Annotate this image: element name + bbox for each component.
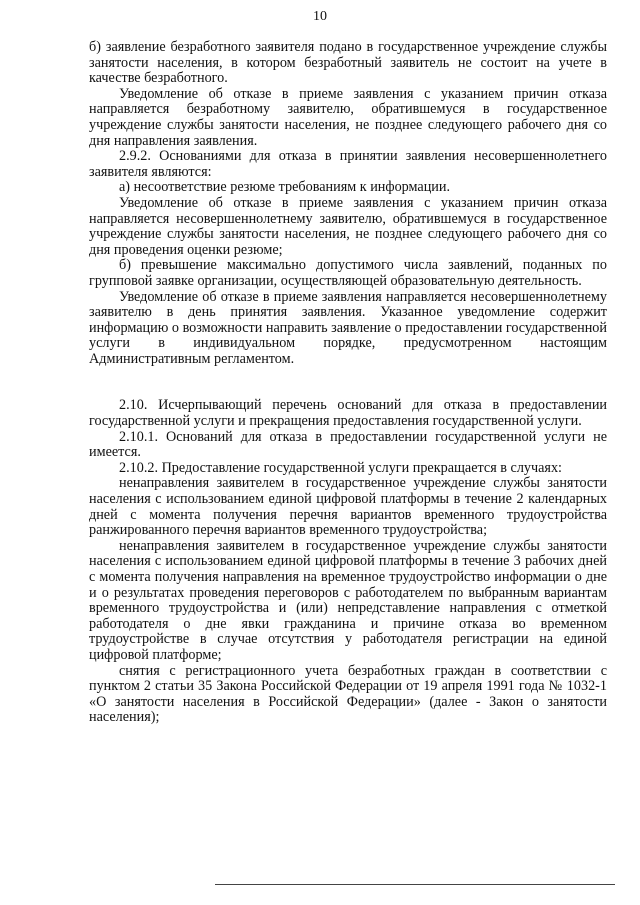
paragraph-case-3-days: ненаправления заявителем в государственное учреждение службы занятости населения с использованием единой цифровой платформы в течение 3 рабочих дней с момента получения направления на временное трудоустройство информации о дне и о результатах проведения переговоров с работодателем по выбранным вариантам временного трудоустройства и (или) непредставление направления с отметкой работодателя о дне явки гражданина и причине отказа во временном трудоустройстве в случае отсутствия у работодателя регистрации на единой цифровой платформе; <box>89 537 607 663</box>
paragraph-notice-minor-day: Уведомление об отказе в приеме заявления направляется несовершеннолетнему заявителю в день принятия заявления. Указанное уведомление содержит информацию о возможности направить заявление о предоставлении государственной услуги в индивидуальном порядке, предусмотренном настоящим Административным регламентом. <box>89 288 607 367</box>
paragraph-2-10: 2.10. Исчерпывающий перечень оснований для отказа в предоставлении государственной услуги и прекращения предоставления государственной услуги. <box>89 397 607 430</box>
paragraph-case-2-days: ненаправления заявителем в государственное учреждение службы занятости населения с использованием единой цифровой платформы в течение 2 календарных дней с момента получения перечня вариантов временного трудоустройства ранжированного перечня вариантов временного трудоустройства; <box>89 475 607 539</box>
paragraph-item-a: а) несоответствие резюме требованиям к информации. <box>119 179 451 196</box>
paragraph-2-10-1: 2.10.1. Оснований для отказа в предоставлении государственной услуги не имеется. <box>89 428 607 461</box>
paragraph-2-10-2: 2.10.2. Предоставление государственной услуги прекращается в случаях: <box>119 459 562 476</box>
page-number: 10 <box>313 9 327 24</box>
paragraph-continuation: б) заявление безработного заявителя подано в государственное учреждение службы занятости населения, в котором безработный заявитель не состоит на учете в качестве безработного. <box>89 39 607 87</box>
paragraph-2-9-2: 2.9.2. Основаниями для отказа в принятии заявления несовершеннолетнего заявителя являются: <box>89 148 607 180</box>
paragraph-case-deregistration: снятия с регистрационного учета безработных граждан в соответствии с пунктом 2 статьи 35 Закона Российской Федерации от 19 апреля 1991 года № 1032-1 «О занятости населения в Российской Федерации» (далее - Закон о занятости населения); <box>89 662 607 726</box>
paragraph-notice-unemployed: Уведомление об отказе в приеме заявления с указанием причин отказа направляется безработному заявителю, обратившемуся в государственное учреждение службы занятости населения, не позднее следующего рабочего дня со дня направления заявления. <box>89 85 607 149</box>
document-body <box>89 40 607 726</box>
footer-rule <box>215 884 615 885</box>
paragraph-notice-minor-resume: Уведомление об отказе в приеме заявления с указанием причин отказа направляется несовершеннолетнему заявителю, обратившемуся в государственное учреждение службы занятости населения, не позднее следующего рабочего дня со дня проведения оценки резюме; <box>89 194 607 258</box>
paragraph-item-b: б) превышение максимально допустимого числа заявлений, поданных по групповой заявке организации, осуществляющей образовательную деятельность. <box>89 257 607 289</box>
